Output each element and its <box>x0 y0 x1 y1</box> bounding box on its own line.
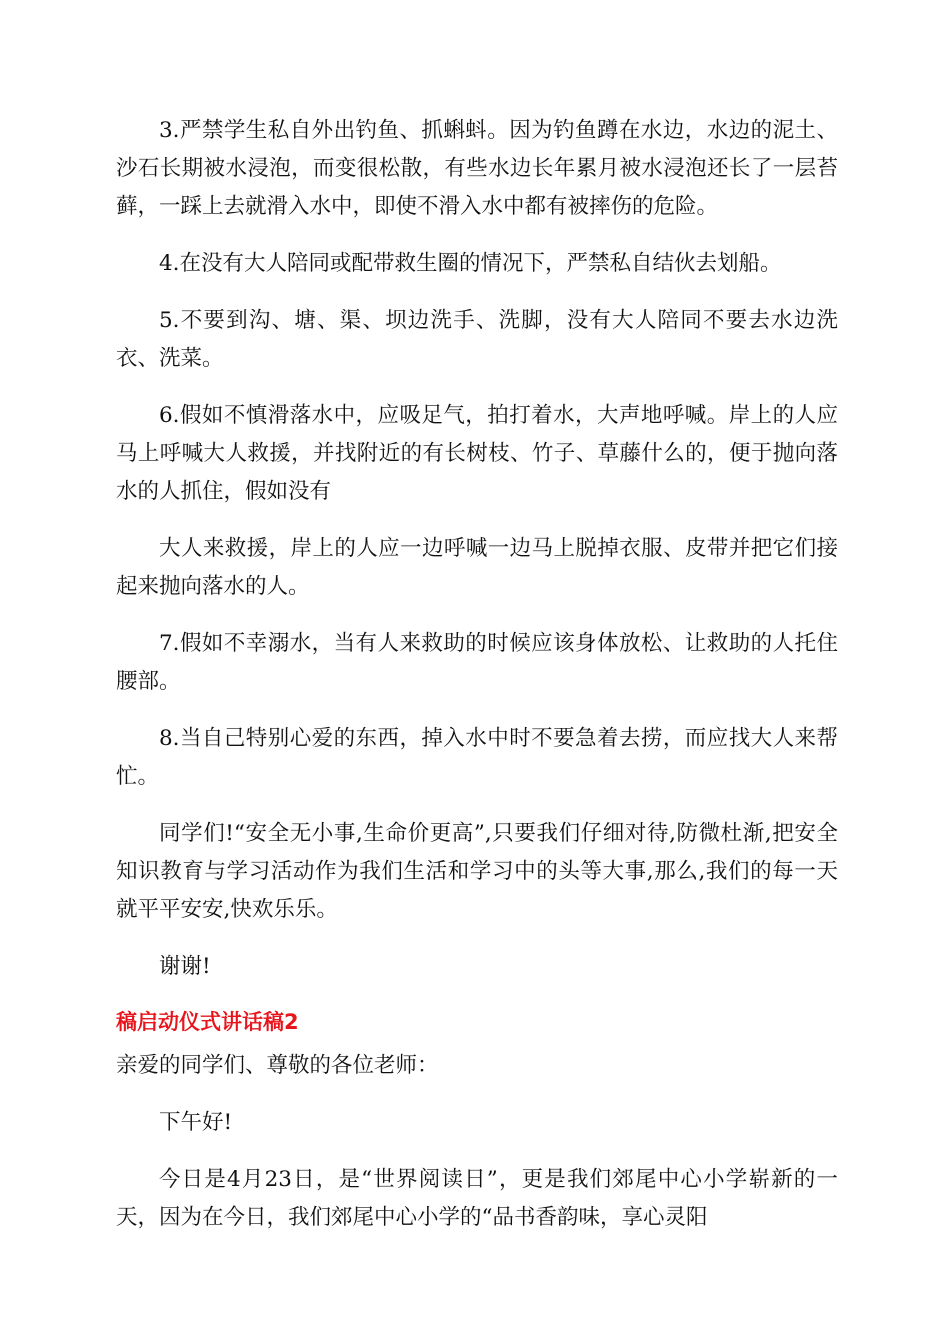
paragraph-rule-7: 7.假如不幸溺水，当有人来救助的时候应该身体放松、让救助的人托住腰部。 <box>116 631 838 694</box>
paragraph-thanks: 谢谢! <box>159 954 211 979</box>
paragraph-rule-6-continued: 大人来救援，岸上的人应一边呼喊一边马上脱掉衣服、皮带并把它们接起来抛向落水的人。 <box>116 536 838 599</box>
paragraph-rule-4: 4.在没有大人陪同或配带救生圈的情况下，严禁私自结伙去划船。 <box>159 251 782 276</box>
paragraph-rule-3: 3.严禁学生私自外出钓鱼、抓蝌蚪。因为钓鱼蹲在水边，水边的泥土、沙石长期被水浸泡，而变很松散，有些水边长年累月被水浸泡还长了一层苔藓，一踩上去就滑入水中，即使不滑入水中都有被摔伤的危险。 <box>116 118 838 219</box>
paragraph-closing: 同学们!“安全无小事,生命价更高”,只要我们仔细对待,防微杜渐,把安全知识教育与学习活动作为我们生活和学习中的头等大事,那么,我们的每一天就平平安安,快欢乐乐。 <box>116 821 838 922</box>
section-heading: 稿启动仪式讲话稿2 <box>116 1010 299 1034</box>
paragraph-rule-5: 5.不要到沟、塘、渠、坝边洗手、洗脚，没有大人陪同不要去水边洗衣、洗菜。 <box>116 308 838 371</box>
paragraph-body-start: 今日是4月23日，是“世界阅读日”，更是我们郊尾中心小学崭新的一天，因为在今日，我们郊尾中心小学的“品书香韵味，享心灵阳 <box>116 1167 838 1230</box>
paragraph-salutation: 亲爱的同学们、尊敬的各位老师： <box>116 1053 439 1078</box>
paragraph-rule-6: 6.假如不慎滑落水中，应吸足气，拍打着水，大声地呼喊。岸上的人应马上呼喊大人救援，并找附近的有长树枝、竹子、草藤什么的，便于抛向落水的人抓住，假如没有 <box>116 403 838 504</box>
paragraph-rule-8: 8.当自己特别心爱的东西，掉入水中时不要急着去捞，而应找大人来帮忙。 <box>116 726 838 789</box>
paragraph-greeting: 下午好! <box>159 1110 233 1135</box>
